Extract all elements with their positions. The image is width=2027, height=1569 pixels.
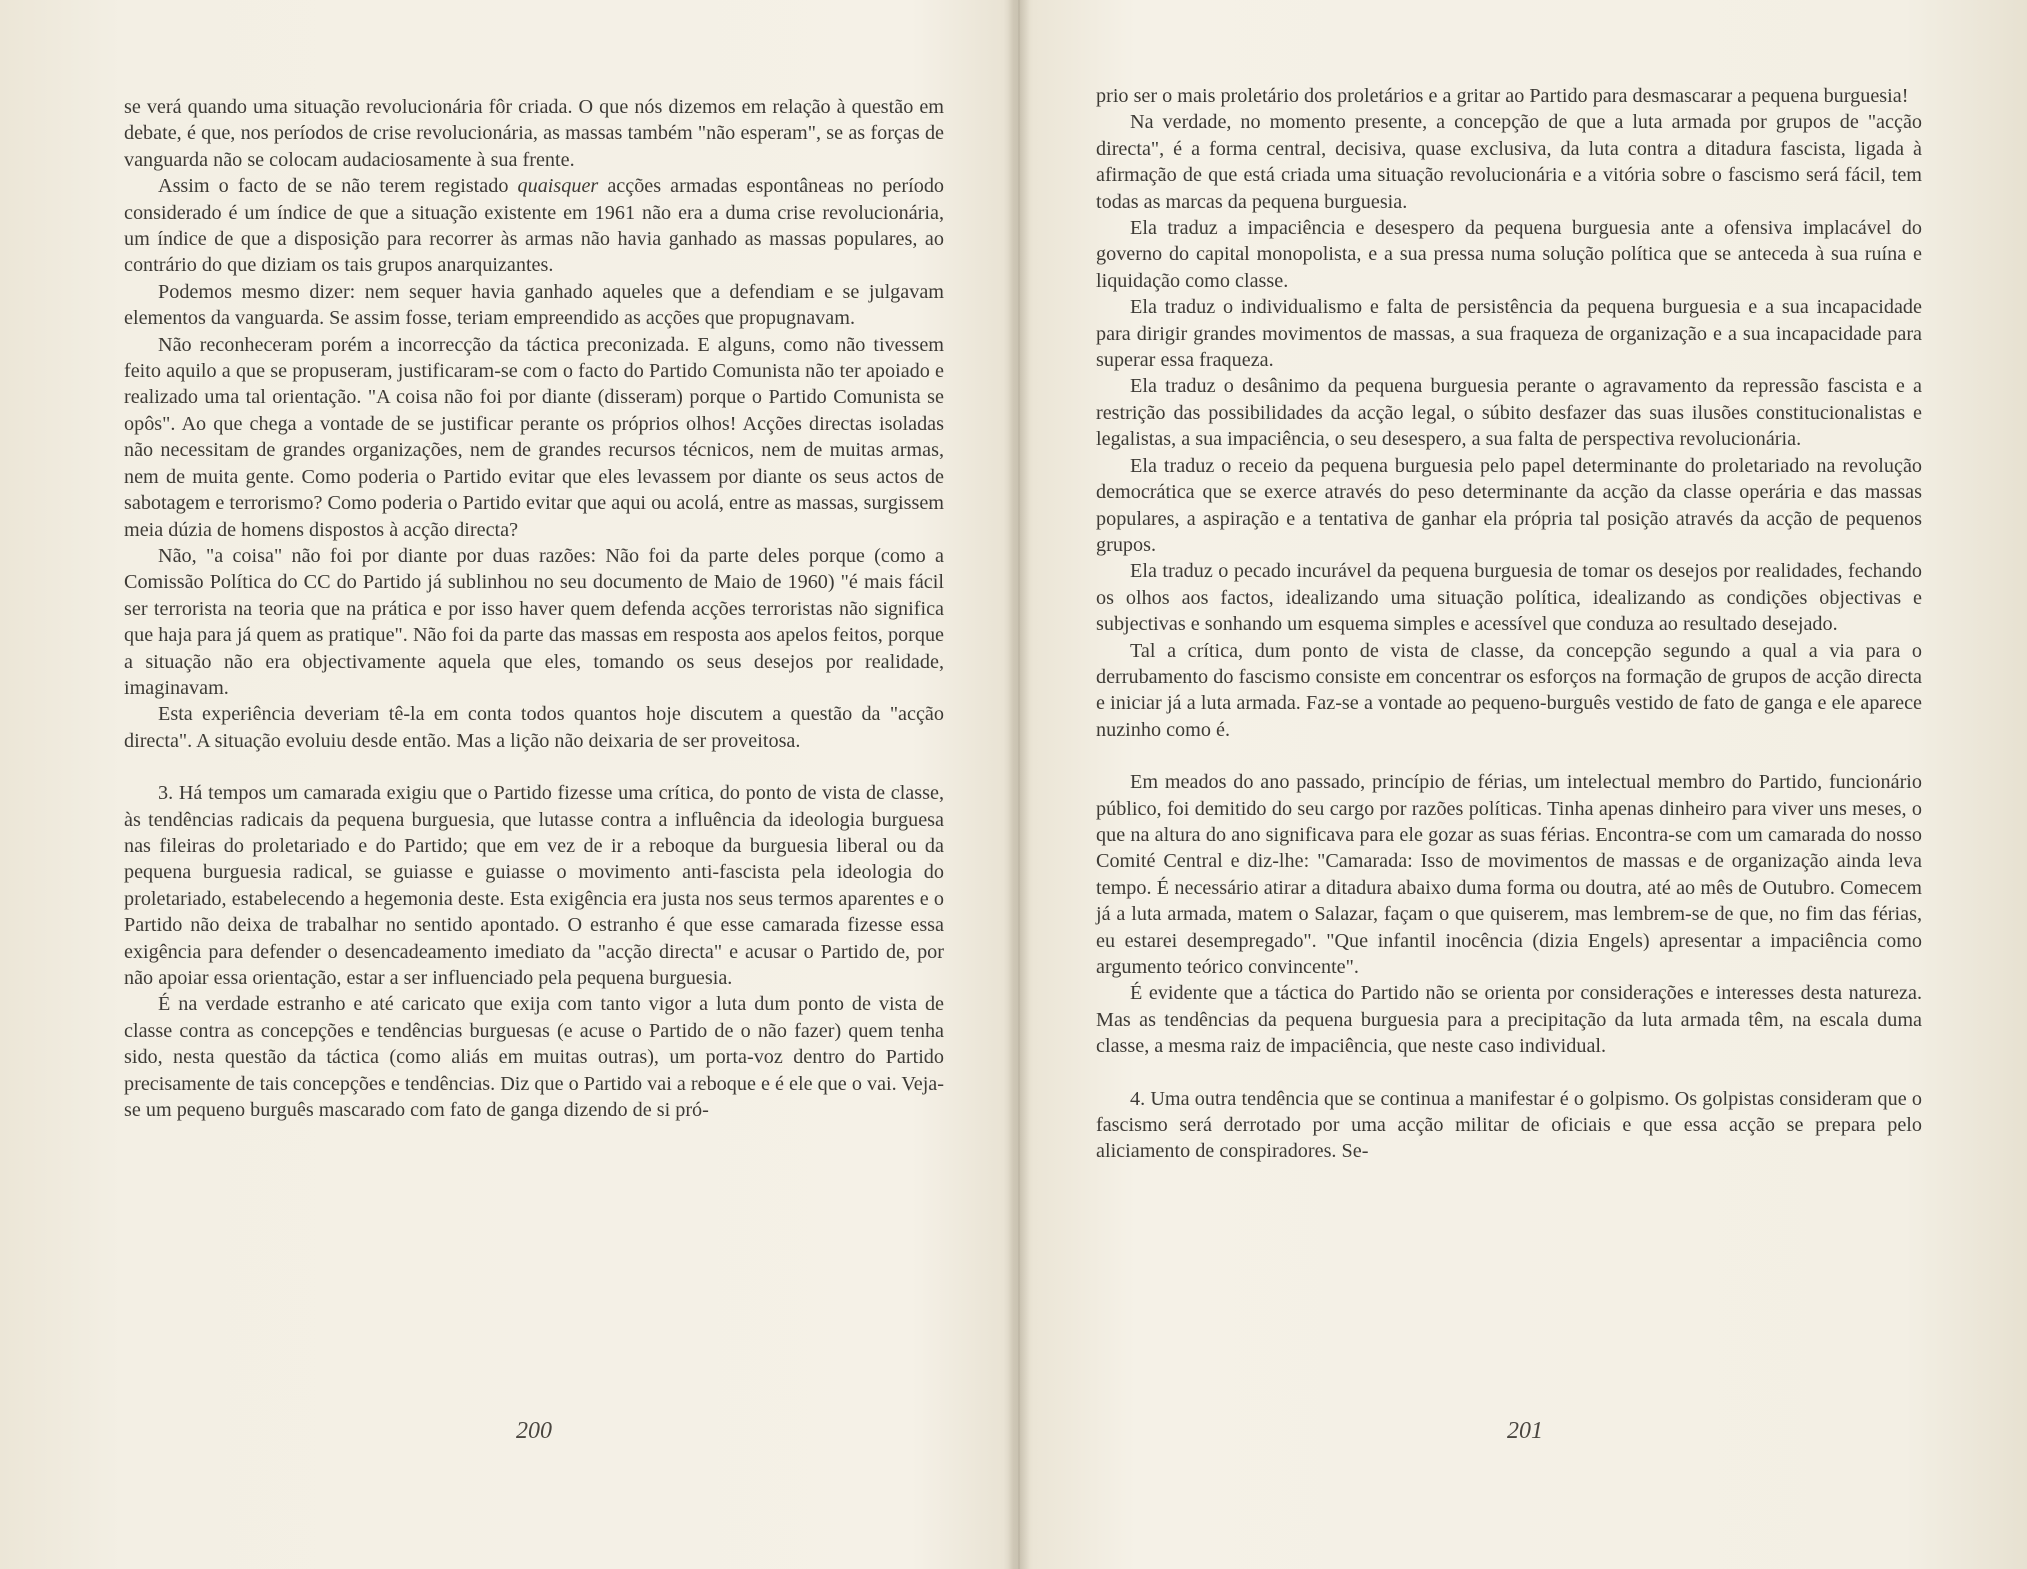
paragraph: Não reconheceram porém a incorrecção da táctica preconizada. E alguns, como não tivessem feito aquilo a que se propuseram, justificaram-se com o facto do Partido Comunista não ter apoiado e realizado uma tal orientação. "A coisa não foi por diante (disseram) porque o Partido Comunista se opôs". Ao que chega a vontade de se justificar perante os próprios olhos! Acções directas isoladas não necessitam de grandes organizações, nem de grandes recursos técnicos, nem de muitas armas, nem de muita gente. Como poderia o Partido evitar que eles levassem por diante os seus actos de sabotagem e terrorismo? Como poderia o Partido evitar que aqui ou acolá, entre as massas, surgissem meia dúzia de homens dispostos à acção directa?	[124, 333, 944, 541]
paragraph: se verá quando uma situação revolucionária fôr criada. O que nós dizemos em relação à questão em debate, é que, nos períodos de crise revolucionária, as massas também "não esperam", se as forças de vanguarda não se colocam audaciosamente à sua frente.	[124, 96, 944, 171]
right-page-text	[1096, 83, 1922, 1165]
paragraph: Ela traduz o pecado incurável da pequena burguesia de tomar os desejos por realidades, fechando os olhos aos factos, idealizando uma situação política, idealizando as condições objectivas e subjectivas e sonhando um esquema simples e acessível que conduza ao resultado desejado.	[1096, 560, 1922, 636]
paragraph: Ela traduz o individualismo e falta de persistência da pequena burguesia e a sua incapacidade para dirigir grandes movimentos de massas, a sua fraqueza de organização e a sua incapacidade para superar essa fraqueza.	[1096, 296, 1922, 372]
page-number: 201	[1507, 1418, 1543, 1444]
paragraph: Assim o facto de se não terem registado quaisquer acções armadas espontâneas no período considerado é um índice de que a situação existente em 1961 não era a duma crise revolucionária, um índice de que a disposição para recorrer às armas não havia ganhado as massas populares, ao contrário do que diziam os tais grupos anarquizantes.	[124, 175, 945, 277]
paragraph: Esta experiência deveriam tê-la em conta todos quantos hoje discutem a questão da "acção directa". A situação evoluiu desde então. Mas a lição não deixaria de ser proveitosa.	[124, 703, 944, 752]
paragraph: Em meados do ano passado, princípio de férias, um intelectual membro do Partido, funcionário público, foi demitido do seu cargo por razões políticas. Tinha apenas dinheiro para viver uns meses, o que na altura do ano significava para ele gozar as suas férias. Encontra-se com um camarada do nosso Comité Central e diz-lhe: "Camarada: Isso de movimentos de massas e de organização ainda leva tempo. É necessário atirar a ditadura abaixo duma forma ou doutra, até ao mês de Outubro. Comecem já a luta armada, matem o Salazar, façam o que quiserem, mas lembrem-se de que, no fim das férias, eu estarei desempregado". "Que infantil inocência (dizia Engels) apresentar a impaciência como argumento teórico convincente".	[1096, 771, 1922, 978]
paragraph: Não, "a coisa" não foi por diante por duas razões: Não foi da parte deles porque (como a Comissão Política do CC do Partido já sublinhou no seu documento de Maio de 1960) "é mais fácil ser terrorista na teoria que na prática e por isso haver quem defenda acções terroristas não significa que haja para já quem as pratique". Não foi da parte das massas em resposta aos apelos feitos, porque a situação não era objectivamente aquela que eles, tomando os seus desejos por realidade, imaginavam.	[124, 544, 944, 699]
book-gutter	[1008, 0, 1030, 1569]
left-page-text	[124, 94, 944, 1123]
right-page	[1030, 0, 2027, 1569]
paragraph: É na verdade estranho e até caricato que exija com tanto vigor a luta dum ponto de vista de classe contra as concepções e tendências burguesas (e acuse o Partido de o não fazer) quem tenha sido, nesta questão da táctica (como aliás em muitas outras), um porta-voz dentro do Partido precisamente de tais concepções e tendências. Diz que o Partido vai a reboque e é ele que o vai. Veja-se um pequeno burguês mascarado com fato de ganga dizendo de si pró-	[124, 993, 944, 1122]
paragraph: prio ser o mais proletário dos proletários e a gritar ao Partido para desmascarar a pequena burguesia!	[1096, 85, 1909, 107]
paragraph: Ela traduz o desânimo da pequena burguesia perante o agravamento da repressão fascista e a restrição das possibilidades da acção legal, o súbito desfazer das suas ilusões constitucionalistas e legalistas, a sua impaciência, o seu desespero, a sua falta de perspectiva revolucionária.	[1096, 375, 1922, 451]
paragraph: Tal a crítica, dum ponto de vista de classe, da concepção segundo a qual a via para o derrubamento do fascismo consiste em concentrar os esforços na formação de grupos de acção directa e iniciar já a luta armada. Faz-se a vontade ao pequeno-burguês vestido de fato de ganga e ele aparece nuzinho como é.	[1096, 639, 1922, 741]
paragraph: Na verdade, no momento presente, a concepção de que a luta armada por grupos de "acção directa", é a forma central, decisiva, quase exclusiva, da luta contra a ditadura fascista, ligada à afirmação de que está criada uma situação revolucionária e a vitória sobre o fascismo será fácil, tem todas as marcas da pequena burguesia.	[1096, 111, 1922, 213]
paragraph: Podemos mesmo dizer: nem sequer havia ganhado aqueles que a defendiam e se julgavam elementos da vanguarda. Se assim fosse, teriam empreendido as acções que propugnavam.	[124, 280, 944, 330]
section-paragraph: 4. Uma outra tendência que se continua a manifestar é o golpismo. Os golpistas consideram que o fascismo será derrotado por uma acção militar de oficiais e que essa acção se prepara pelo aliciamento de conspiradores. Se-	[1096, 1087, 1922, 1163]
emphasis-word: quaisquer	[517, 175, 599, 198]
paragraph: Ela traduz o receio da pequena burguesia pelo papel determinante do proletariado na revolução democrática que se exerce através do peso determinante da acção da classe operária e das massas populares, a aspiração e a tentativa de ganhar ela própria tal posição através da acção de pequenos grupos.	[1096, 454, 1922, 556]
paragraph: Ela traduz a impaciência e desespero da pequena burguesia ante a ofensiva implacável do governo do capital monopolista, e a sua pressa numa solução política que se anteceda à sua ruína e liquidação como classe.	[1096, 217, 1922, 292]
paragraph: É evidente que a táctica do Partido não se orienta por considerações e interesses desta natureza. Mas as tendências da pequena burguesia para a precipitação da luta armada têm, na escala duma classe, a mesma raiz de impaciência, que neste caso individual.	[1096, 982, 1922, 1058]
left-page	[0, 0, 1010, 1569]
section-paragraph: 3. Há tempos um camarada exigiu que o Partido fizesse uma crítica, do ponto de vista de classe, às tendências radicais da pequena burguesia, que lutasse contra a influência da ideologia burguesa nas fileiras do proletariado e do Partido; que em vez de ir a reboque da burguesia liberal ou da pequena burguesia radical, se guiasse e guiasse o movimento anti-fascista pela ideologia do proletariado, estabelecendo a hegemonia deste. Esta exigência era justa nos seus termos aparentes e o Partido não deixa de trabalhar no sentido apontado. O estranho é que esse camarada fizesse essa exigência para defender o desencadeamento imediato da "acção directa" e acusar o Partido de, por não apoiar essa orientação, estar a ser influenciado pela pequena burguesia.	[124, 782, 944, 989]
page-number: 200	[516, 1418, 552, 1444]
